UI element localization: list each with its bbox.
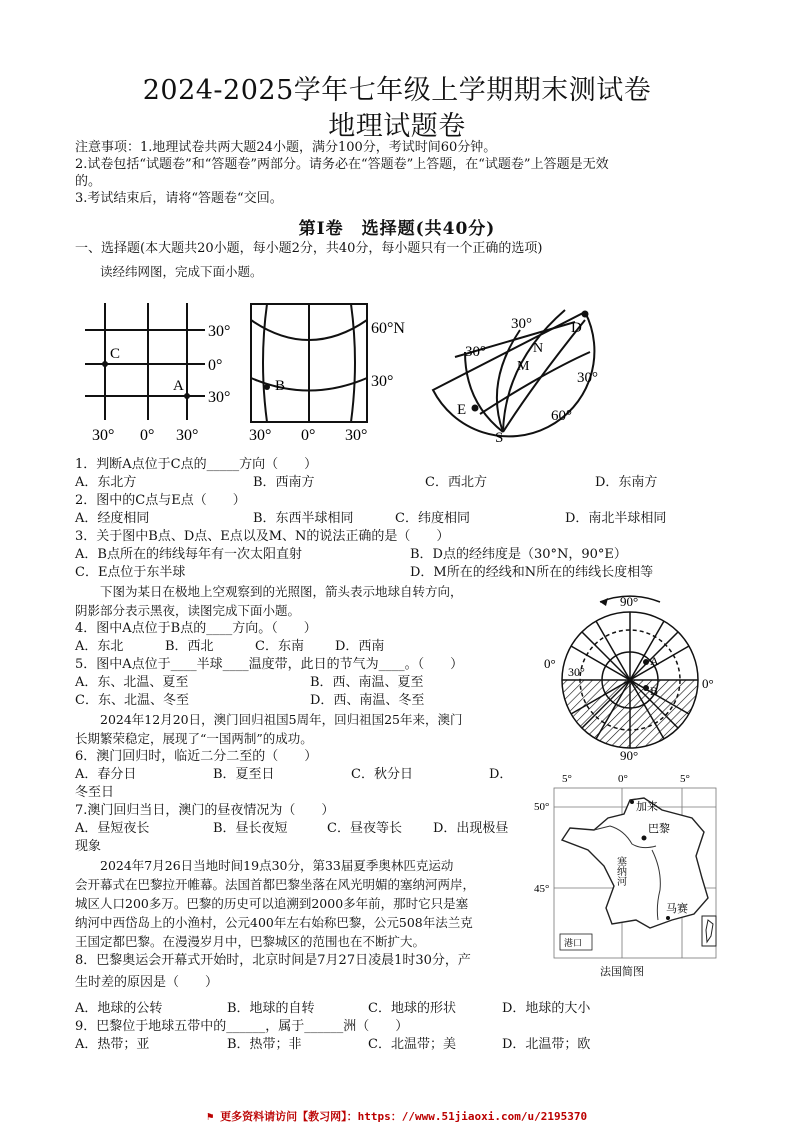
- lat-label: 30°: [208, 323, 231, 340]
- option: C．北温带；美: [368, 1037, 456, 1052]
- notes: [75, 139, 725, 207]
- option: A．昼短夜长: [75, 821, 150, 836]
- option: D．西、南温、冬至: [310, 693, 425, 708]
- lat-lon-grid-figure: [80, 298, 250, 446]
- city-paris-icon: [642, 836, 647, 841]
- question-1: 1．判断A点位于C点的_____方向（ ）: [75, 457, 318, 472]
- option: C．东、北温、冬至: [75, 693, 189, 708]
- note-line: 3.考试结束后，请将“答题卷“交回。: [75, 191, 283, 206]
- city-label: 巴黎: [648, 823, 670, 835]
- lat-label: 45°: [534, 883, 550, 895]
- option: D．东南方: [595, 475, 658, 490]
- point-label: M: [517, 359, 530, 374]
- option: B．西南方: [253, 475, 315, 490]
- q1-options: [75, 474, 735, 492]
- lat-label: 30°: [371, 373, 394, 390]
- option: B．夏至日: [213, 767, 275, 782]
- point-b: [643, 685, 649, 691]
- point-a: [643, 659, 649, 665]
- note-line: 注意事项：1.地理试卷共两大题24小题，满分100分，考试时间60分钟。: [75, 140, 497, 155]
- option: A．东北方: [75, 475, 137, 490]
- lon-label: 90°: [620, 594, 639, 609]
- q8-options: [75, 1000, 735, 1018]
- lon-label: 30°: [345, 427, 368, 444]
- lat-label: 30°: [577, 370, 598, 386]
- question-8-cont: 生时差的原因是（ ）: [75, 975, 219, 990]
- paris-line: 会开幕式在巴黎拉开帷幕。法国首都巴黎坐落在风光明媚的塞纳河两岸，: [75, 877, 476, 892]
- point-a: [184, 393, 190, 399]
- point-label: E: [457, 402, 467, 418]
- part-intro: 一、选择题(本大题共20小题，每小题2分，共40分，每小题只有一个正确的选项): [75, 241, 543, 256]
- point-e: [472, 405, 479, 412]
- rotation-arrow-icon: [600, 598, 608, 606]
- footer-text: 更多资料请访问【教习网】：https：//www.51jiaoxi.com/u/2195370: [220, 1110, 588, 1123]
- option: B．地球的自转: [227, 1001, 315, 1016]
- lat-label: 30°: [208, 389, 231, 406]
- option: B．昼长夜短: [213, 821, 288, 836]
- question-7: 7.澳门回归当日，澳门的昼夜情况为（ ）: [75, 803, 335, 818]
- lat-label: 30°: [568, 665, 585, 679]
- question-8: 8．巴黎奥运会开幕式开始时，北京时间是7月27日凌晨1时30分，产: [75, 953, 471, 968]
- lat-label: 30°: [465, 344, 486, 360]
- paris-line: 2024年7月26日当地时间19点30分，第33届夏季奥林匹克运动: [100, 858, 454, 873]
- lon-label: 30°: [92, 427, 115, 444]
- point-b: [264, 384, 270, 390]
- option: C．E点位于东半球: [75, 565, 186, 580]
- option: 冬至日: [75, 785, 115, 800]
- option: B．西北: [165, 639, 214, 654]
- point-label: N: [533, 341, 544, 356]
- page-subtitle: 地理试题卷: [328, 111, 466, 142]
- point-label: B: [650, 684, 659, 698]
- option: A．经度相同: [75, 511, 150, 526]
- lon-label: 90°: [620, 748, 639, 760]
- option: C．地球的形状: [368, 1001, 456, 1016]
- lat-label: 30°: [511, 316, 532, 332]
- option: A．热带；亚: [75, 1037, 150, 1052]
- paris-intro: [75, 856, 525, 951]
- lat-label: 0°: [208, 357, 223, 374]
- lon-label: 5°: [680, 773, 690, 785]
- paris-line: 纳河中西岱岛上的小渔村，公元400年左右始称巴黎，公元508年法兰克: [75, 915, 473, 930]
- option: D．西南: [335, 639, 385, 654]
- note-line: 的。: [75, 174, 102, 189]
- question-2: 2．图中的C点与E点（ ）: [75, 493, 246, 508]
- option: D．M所在的经线和N所在的纬线长度相等: [410, 565, 654, 580]
- point-label: S: [495, 430, 504, 444]
- port-marseille-icon: [666, 916, 670, 920]
- question-4: 4．图中A点位于B点的____方向。（ ）: [75, 621, 317, 636]
- option: D．南北半球相同: [565, 511, 667, 526]
- point-label: C: [110, 346, 121, 362]
- macau-intro: 长期繁荣稳定，展现了“一国两制”的成功。: [75, 731, 313, 746]
- option: A．春分日: [75, 767, 137, 782]
- point-c: [102, 361, 108, 367]
- question-9: 9．巴黎位于地球五带中的______，属于______洲（ ）: [75, 1019, 409, 1034]
- note-line: 2.试卷包括“试题卷”和“答题卷”两部分。请务必在“答题卷”上答题，在“试题卷”上答题是无效: [75, 157, 609, 172]
- footer-link[interactable]: [0, 1108, 794, 1124]
- polar-intro: 下图为某日在极地上空观察到的光照图，箭头表示地球自转方向，: [100, 584, 463, 599]
- lat-label: 50°: [534, 801, 550, 813]
- question-3: 3．关于图中B点、D点、E点以及M、N的说法正确的是（ ）: [75, 529, 450, 544]
- paris-line: 王国定都巴黎。在漫漫岁月中，巴黎城区的范围也在不断扩大。: [75, 934, 426, 949]
- option: B．东西半球相同: [253, 511, 354, 526]
- figure-caption: 法国简图: [600, 966, 644, 978]
- hemisphere-figure: [425, 292, 615, 444]
- option: B．D点的经纬度是（30°N，90°E）: [410, 547, 627, 562]
- point-label: D: [571, 320, 582, 336]
- port-calais-icon: [630, 800, 634, 804]
- conic-grid-figure: [245, 298, 420, 446]
- macau-intro: 2024年12月20日，澳门回归祖国5周年，回归祖国25年来，澳门: [100, 712, 463, 727]
- option: D．: [489, 767, 513, 782]
- option: D．出现极昼: [433, 821, 509, 836]
- flag-icon: ⚑: [206, 1110, 221, 1123]
- option: A．东、北温、夏至: [75, 675, 189, 690]
- q6-options: [75, 766, 535, 802]
- question-5: 5．图中A点位于____半球____温度带，此日的节气为____。（ ）: [75, 657, 464, 672]
- lon-label: 0°: [301, 427, 316, 444]
- option: C．昼夜等长: [327, 821, 402, 836]
- legend-label: 港口: [564, 938, 583, 948]
- lon-label: 30°: [249, 427, 272, 444]
- point-d: [582, 311, 589, 318]
- q7-options: [75, 820, 535, 856]
- option: B．西、南温、夏至: [310, 675, 424, 690]
- option: A．B点所在的纬线每年有一次太阳直射: [75, 547, 302, 562]
- point-label: A: [650, 654, 659, 668]
- q4-options: [75, 638, 535, 656]
- option: C．东南: [255, 639, 304, 654]
- lon-label: 5°: [562, 773, 572, 785]
- option: D．北温带；欧: [502, 1037, 591, 1052]
- page-title: 2024-2025学年七年级上学期期末测试卷: [142, 75, 652, 106]
- corsica-island: [706, 920, 713, 942]
- q9-options: [75, 1036, 735, 1054]
- option: C．西北方: [425, 475, 487, 490]
- option: D．地球的大小: [502, 1001, 591, 1016]
- section-title: 第Ⅰ卷 选择题(共40分): [298, 219, 496, 239]
- lon-label: 30°: [176, 427, 199, 444]
- lon-label: 0°: [140, 427, 155, 444]
- lat-label: 60°N: [371, 320, 405, 337]
- q3-options: [75, 546, 735, 582]
- map-intro: 读经纬网图，完成下面小题。: [100, 264, 263, 279]
- river-label: 塞纳河: [614, 856, 626, 886]
- city-label: 马赛: [666, 903, 688, 915]
- france-map-figure: [532, 770, 732, 980]
- option: A．地球的公转: [75, 1001, 163, 1016]
- polar-intro: 阴影部分表示黑夜，读图完成下面小题。: [75, 603, 301, 618]
- paris-line: 城区人口200多万。巴黎的历史可以追溯到2000多年前，那时它只是塞: [75, 896, 469, 911]
- option: 现象: [75, 839, 102, 854]
- option: B．热带；非: [227, 1037, 302, 1052]
- option: C．纬度相同: [395, 511, 470, 526]
- point-label: B: [275, 378, 286, 394]
- lon-label: 0°: [702, 676, 714, 691]
- q5-options: [75, 674, 535, 710]
- question-6: 6．澳门回归时，临近二分二至的（ ）: [75, 749, 318, 764]
- option: C．秋分日: [351, 767, 413, 782]
- lon-label: 0°: [618, 773, 628, 785]
- lat-label: 60°: [551, 408, 572, 424]
- lon-label: 0°: [544, 656, 556, 671]
- point-label: A: [173, 378, 184, 394]
- polar-illumination-figure: [538, 590, 724, 760]
- option: A．东北: [75, 639, 124, 654]
- q2-options: [75, 510, 735, 528]
- city-label: 加来: [636, 801, 658, 813]
